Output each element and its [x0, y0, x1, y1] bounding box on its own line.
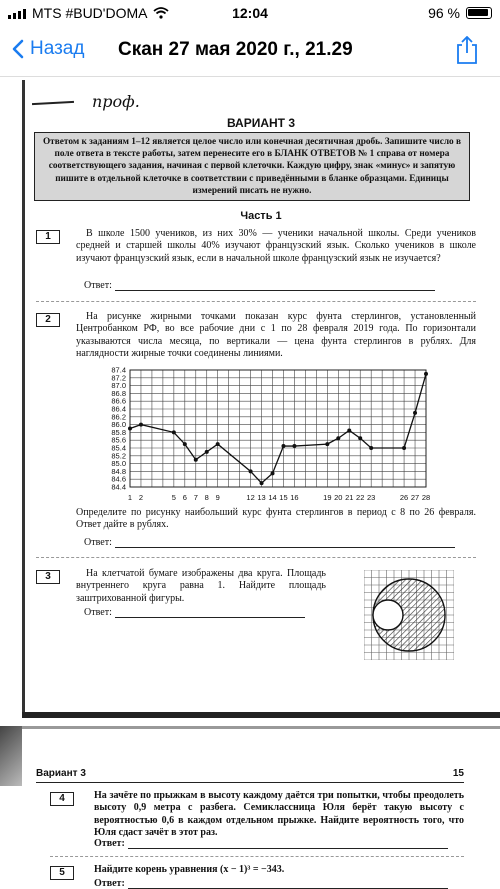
handwritten-note: проф. [92, 92, 140, 111]
task-text: В школе 1500 учеников, из них 30% — ученики начальной школы. Среди учеников средней и старшей школы 40% изучают французский язык. Сколько учеников в школе изучают французский язык, если в начальной школе французский язык не изучается? [76, 228, 476, 264]
battery-percent: 96 % [428, 5, 460, 21]
x-tick-label: 5 [171, 493, 176, 502]
answer-label: Ответ: [94, 878, 125, 889]
y-tick-label: 84.6 [111, 474, 126, 484]
task-text: Найдите корень уравнения (x − 1)³ = −343. [94, 864, 285, 875]
y-tick-label: 87.4 [111, 365, 126, 375]
answer-field [94, 878, 448, 889]
y-tick-label: 86.6 [111, 396, 126, 406]
carrier-label: MTS #BUD'DOMA [32, 5, 148, 21]
task-number: 2 [36, 313, 60, 327]
x-tick-label: 7 [193, 493, 198, 502]
page-bottom-edge [22, 712, 500, 718]
scanned-page-1 [22, 80, 500, 718]
scanned-page-2 [0, 726, 500, 888]
x-tick-label: 27 [410, 493, 420, 502]
data-point [194, 458, 198, 462]
answer-field [84, 537, 455, 548]
data-point [128, 427, 132, 431]
y-tick-label: 87.0 [111, 381, 126, 391]
answer-field [94, 838, 448, 849]
data-point [271, 471, 275, 475]
x-tick-label: 19 [323, 493, 332, 502]
task-separator [36, 557, 476, 558]
battery-group [428, 5, 492, 21]
data-point [369, 446, 373, 450]
task-number: 1 [36, 230, 60, 244]
data-point [249, 469, 253, 473]
task-question: Определите по рисунку наибольший курс фунта стерлингов в период с 8 по 26 февраля. Ответ дайте в рублях. [76, 507, 476, 531]
answer-line [128, 878, 448, 889]
answer-label: Ответ: [84, 607, 112, 618]
circles-figure [364, 570, 456, 662]
data-point [358, 436, 362, 440]
data-point [402, 446, 406, 450]
y-tick-label: 85.2 [111, 451, 126, 461]
task-text: На зачёте по прыжкам в высоту каждому даётся три попытки, чтобы преодолеть высоту 0,9 метра с разбега. Семиклассница Юля берёт такую высоту с вероятностью 0,6 в каждом отдельном прыжке. Найдите вероятность того, что Юля сдаст зачёт в этот раз. [94, 790, 464, 839]
data-point [424, 372, 428, 376]
data-point [260, 481, 264, 485]
data-point [413, 411, 417, 415]
series-line [130, 374, 426, 483]
x-tick-label: 20 [334, 493, 343, 502]
answer-field [84, 607, 305, 618]
data-point [216, 442, 220, 446]
y-tick-label: 86.2 [111, 412, 126, 422]
task-separator [50, 856, 464, 857]
y-tick-label: 86.0 [111, 420, 126, 430]
y-tick-label: 85.8 [111, 427, 126, 437]
x-tick-label: 15 [279, 493, 288, 502]
inner-circle [373, 600, 403, 630]
x-tick-label: 16 [290, 493, 299, 502]
y-tick-label: 85.0 [111, 459, 126, 469]
variant-title: ВАРИАНТ 3 [226, 116, 296, 130]
x-tick-label: 8 [204, 493, 209, 502]
x-tick-label: 13 [257, 493, 266, 502]
chevron-left-icon [12, 39, 24, 59]
x-tick-label: 23 [367, 493, 376, 502]
task-text: На рисунке жирными точками показан курс фунта стерлингов, установленный Центробанком РФ, во все рабочие дни с 1 по 28 февраля 2019 года. По горизонтали указываются числа месяца, по вертикали — цена фунта стерлингов в рублях. Для наглядности жирные точки соединены линиями. [76, 311, 476, 360]
x-tick-label: 22 [356, 493, 365, 502]
battery-icon [466, 7, 492, 19]
y-tick-label: 86.8 [111, 388, 126, 398]
y-tick-label: 86.4 [111, 404, 126, 414]
share-icon[interactable] [456, 36, 478, 64]
x-tick-label: 2 [138, 493, 144, 502]
data-point [292, 444, 296, 448]
plot-frame [130, 370, 426, 487]
data-point [172, 430, 176, 434]
page-header-variant: Вариант 3 [36, 768, 86, 779]
task-text: На клетчатой бумаге изображены два круга. Площадь внутреннего круга равна 1. Найдите площадь заштрихованной фигуры. [76, 568, 326, 604]
page-number: 15 [452, 768, 464, 779]
x-tick-label: 9 [215, 493, 220, 502]
page-title: Скан 27 мая 2020 г., 21.29 [118, 39, 353, 60]
page-edge [0, 726, 500, 729]
answer-line [128, 838, 448, 849]
answer-label: Ответ: [84, 280, 112, 291]
answer-line [115, 537, 455, 548]
data-point [336, 436, 340, 440]
answer-label: Ответ: [84, 537, 112, 548]
x-tick-label: 1 [127, 493, 133, 502]
navigation-bar [0, 26, 500, 77]
header-rule [36, 782, 464, 783]
data-point [183, 442, 187, 446]
data-point [205, 450, 209, 454]
x-tick-label: 6 [182, 493, 187, 502]
x-tick-label: 28 [421, 493, 431, 502]
instruction-box: Ответом к заданиям 1–12 является целое число или конечная десятичная дробь. Запишите число в поле ответа в тексте работы, затем перенесите его в БЛАНК ОТВЕТОВ № 1 справа от номера соответствующего задания, начиная с первой клеточки. Каждую цифру, знак «минус» и запятую пишите в отдельной клеточке в соответствии с приведёнными в бланке образцами. Единицы измерений писать не нужно. [34, 132, 470, 201]
answer-label: Ответ: [94, 838, 125, 849]
binding-shadow [0, 726, 22, 786]
y-tick-label: 84.4 [111, 482, 126, 492]
data-point [139, 423, 143, 427]
answer-line [115, 607, 305, 618]
exchange-rate-chart [22, 80, 500, 506]
task-number: 5 [50, 866, 74, 880]
y-tick-label: 85.4 [111, 443, 126, 453]
data-point [325, 442, 329, 446]
data-point [281, 444, 285, 448]
back-label: Назад [30, 38, 85, 59]
y-tick-label: 85.6 [111, 435, 126, 445]
status-bar [0, 0, 500, 26]
data-point [347, 428, 351, 432]
part-title: Часть 1 [240, 210, 282, 222]
task-number: 4 [50, 792, 74, 806]
x-tick-label: 21 [345, 493, 354, 502]
y-tick-label: 84.8 [111, 466, 126, 476]
y-tick-label: 87.2 [111, 373, 126, 383]
x-tick-label: 14 [268, 493, 277, 502]
back-button[interactable] [12, 38, 84, 60]
task-number: 3 [36, 570, 60, 584]
x-tick-label: 26 [399, 493, 409, 502]
x-tick-label: 12 [246, 493, 255, 502]
clock: 12:04 [232, 5, 268, 21]
